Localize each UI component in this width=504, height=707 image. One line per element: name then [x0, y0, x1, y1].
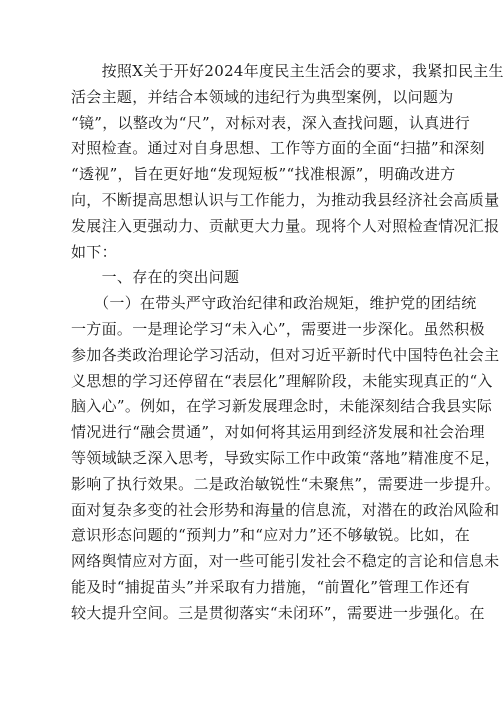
- text-line: “镜”，以整改为“尺”，对标对表，深入查找问题，认真进行: [71, 113, 471, 132]
- text-line: 较大提升空间。三是贯彻落实“未闭环”，需要进一步强化。在: [71, 603, 485, 622]
- text-line: 对照检查。通过对自身思想、工作等方面的全面“扫描”和深刻: [71, 139, 485, 158]
- text-line: 等领域缺乏深入思考，导致实际工作中政策“落地”精准度不足，: [71, 448, 501, 467]
- body-paragraph: [71, 59, 504, 265]
- body-paragraph: [71, 291, 501, 626]
- text-line: 一、存在的突出问题: [71, 268, 240, 287]
- text-line: 影响了执行效果。二是政治敏锐性“未聚焦”，需要进一步提升。: [71, 474, 501, 493]
- document-body: [71, 59, 504, 627]
- text-line: 能及时“捕捉苗头”并采取有力措施，“前置化”管理工作还有: [71, 577, 471, 596]
- section-heading: [71, 265, 445, 291]
- text-line: 向，不断提高思想认识与工作能力，为推动我县经济社会高质量: [71, 190, 500, 209]
- text-line: 意识形态问题的“预判力”和“应对力”还不够敏锐。比如，在: [71, 526, 471, 545]
- text-line: 情况进行“融会贯通”，对如何将其运用到经济发展和社会治理: [71, 423, 485, 442]
- text-line: 发展注入更强动力、贡献更大力量。现将个人对照检查情况汇报: [71, 216, 500, 235]
- text-line: 参加各类政治理论学习活动，但对习近平新时代中国特色社会主: [71, 345, 500, 364]
- text-line: （一）在带头严守政治纪律和政治规矩，维护党的团结统: [71, 294, 477, 313]
- text-line: 义思想的学习还停留在“表层化”理解阶段，未能实现真正的“入: [71, 371, 493, 390]
- text-line: 按照X关于开好2024年度民主生活会的要求，我紧扣民主生: [71, 62, 504, 80]
- text-line: 面对复杂多变的社会形势和海量的信息流，对潜在的政治风险和: [71, 500, 500, 519]
- text-line: 一方面。一是理论学习“未入心”，需要进一步深化。虽然积极: [71, 319, 485, 338]
- text-line: 脑入心”。例如，在学习新发展理念时，未能深刻结合我县实际: [71, 397, 493, 416]
- text-line: “透视”，旨在更好地“发现短板”“找准根源”，明确改进方: [71, 165, 456, 184]
- text-line: 网络舆情应对方面，对一些可能引发社会不稳定的言论和信息未: [71, 552, 500, 571]
- text-line: 活会主题，并结合本领域的违纪行为典型案例，以问题为: [71, 87, 454, 106]
- text-line: 如下：: [71, 242, 117, 261]
